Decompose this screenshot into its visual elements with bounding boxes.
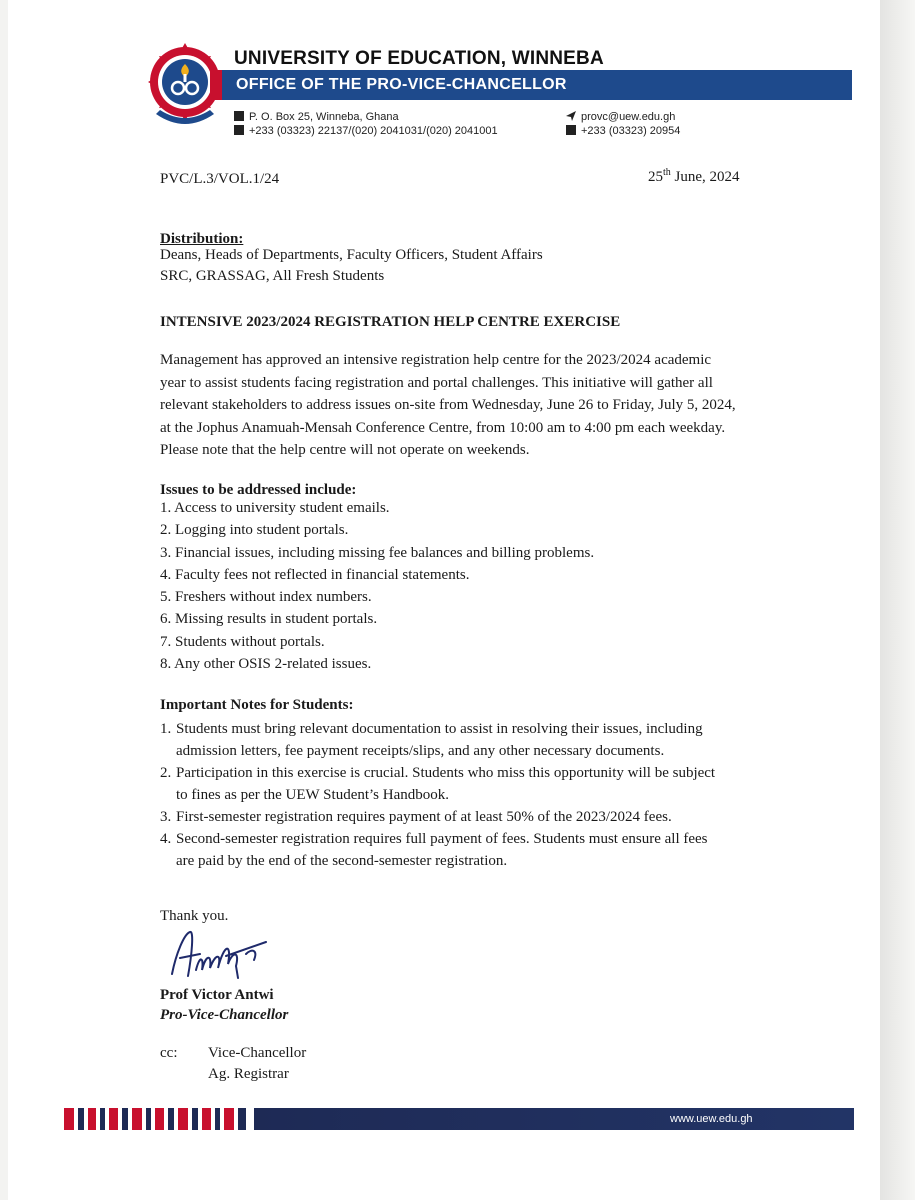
list-item: 1. Access to university student emails. [160, 500, 390, 516]
paragraph-line: year to assist students facing registration and portal challenges. This initiative will gather all [160, 374, 713, 391]
email-line [566, 111, 675, 123]
note-number: 1. [160, 721, 172, 737]
note-number: 4. [160, 831, 172, 847]
paragraph-line: Management has approved an intensive registration help centre for the 2023/2024 academic [160, 352, 712, 368]
cc-label: cc: [160, 1045, 178, 1061]
address-text: P. O. Box 25, Winneba, Ghana [249, 111, 399, 123]
signer-title: Pro-Vice-Chancellor [160, 1007, 289, 1023]
list-item [160, 762, 715, 806]
note-line: Participation in this exercise is crucial. Students who miss this opportunity will be subject [176, 765, 716, 781]
cc-recipient: Ag. Registrar [208, 1066, 289, 1082]
issues-list [160, 497, 594, 675]
notes-list [160, 718, 715, 872]
list-item [160, 828, 715, 872]
list-item: 4. Faculty fees not reflected in financial statements. [160, 566, 470, 583]
signer-name: Prof Victor Antwi [160, 987, 274, 1003]
list-item [160, 718, 715, 762]
location-icon [234, 111, 244, 121]
date-rest: June, 2024 [670, 169, 740, 185]
letter-reference: PVC/L.3/VOL.1/24 [160, 171, 280, 187]
notes-heading: Important Notes for Students: [160, 697, 354, 713]
university-name: UNIVERSITY OF EDUCATION, WINNEBA [234, 48, 604, 69]
address-line [234, 111, 399, 123]
list-item: 5. Freshers without index numbers. [160, 589, 372, 606]
send-icon [566, 111, 576, 121]
note-line: Students must bring relevant documentation to assist in resolving their issues, including [176, 721, 703, 737]
note-number: 3. [160, 809, 172, 825]
phone-text: +233 (03323) 22137/(020) 2041031/(020) 2041001 [249, 125, 498, 137]
page-edge-shadow [880, 0, 915, 1200]
list-item: 6. Missing results in student portals. [160, 611, 378, 628]
distribution-line: SRC, GRASSAG, All Fresh Students [160, 268, 385, 284]
date-suffix: th [663, 167, 671, 178]
list-item: 3. Financial issues, including missing fee balances and billing problems. [160, 544, 595, 561]
note-line: are paid by the end of the second-semester registration. [176, 853, 508, 869]
closing: Thank you. [160, 908, 229, 924]
letter-subject: INTENSIVE 2023/2024 REGISTRATION HELP CENTRE EXERCISE [160, 314, 621, 330]
letter-date [648, 162, 740, 188]
phone-line [234, 125, 498, 137]
note-line: Second-semester registration requires full payment of fees. Students must ensure all fees [176, 831, 708, 847]
list-item: 8. Any other OSIS 2-related issues. [160, 656, 372, 673]
note-number: 2. [160, 765, 172, 781]
cc-recipient: Vice-Chancellor [208, 1045, 307, 1061]
distribution-heading: Distribution: [160, 231, 244, 247]
date-day: 25 [648, 169, 663, 185]
email-text: provc@uew.edu.gh [581, 111, 676, 123]
office-name: OFFICE OF THE PRO-VICE-CHANCELLOR [236, 76, 567, 93]
issues-heading: Issues to be addressed include: [160, 482, 357, 498]
note-line: First-semester registration requires payment of at least 50% of the 2023/2024 fees. [176, 809, 672, 825]
note-line: to fines as per the UEW Student’s Handbook. [176, 787, 450, 803]
paragraph-line: at the Jophus Anamuah-Mensah Conference Centre, from 10:00 am to 4:00 pm each weekday. [160, 419, 726, 436]
list-item [160, 806, 715, 828]
list-item: 2. Logging into student portals. [160, 522, 349, 539]
note-line: admission letters, fee payment receipts/slips, and any other necessary documents. [176, 743, 665, 759]
body-paragraph [160, 349, 760, 462]
footer-website: www.uew.edu.gh [670, 1113, 753, 1125]
fax-line [566, 125, 680, 137]
fax-text: +233 (03323) 20954 [581, 125, 681, 137]
distribution-line: Deans, Heads of Departments, Faculty Officers, Student Affairs [160, 247, 543, 263]
handwritten-signature [166, 924, 286, 986]
phone-icon [234, 125, 244, 135]
paragraph-line: Please note that the help centre will not operate on weekends. [160, 442, 530, 458]
paragraph-line: relevant stakeholders to address issues on-site from Wednesday, June 26 to Friday, July 5, 2024, [160, 397, 736, 413]
fax-icon [566, 125, 576, 135]
list-item: 7. Students without portals. [160, 633, 325, 650]
